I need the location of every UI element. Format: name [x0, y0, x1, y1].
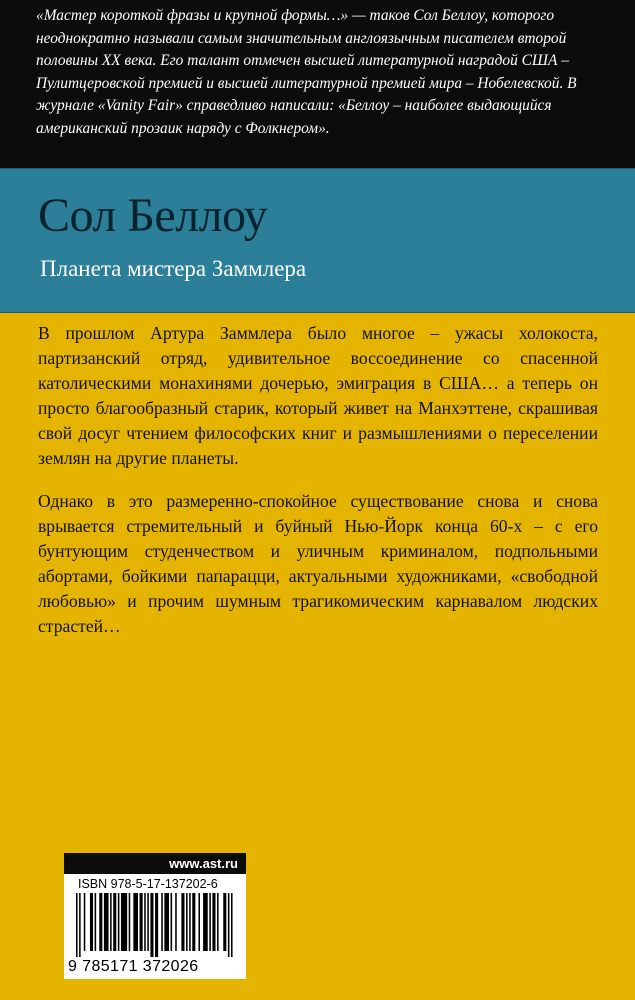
barcode-bar [150, 893, 153, 957]
barcode-bar [189, 893, 191, 951]
barcode-bar [133, 893, 138, 951]
barcode-bar [228, 893, 230, 957]
barcode-bar [104, 893, 109, 951]
barcode-block [64, 853, 246, 979]
barcode-bar [186, 893, 188, 951]
barcode-bar [217, 893, 219, 951]
barcode-bar [113, 893, 116, 951]
barcode-bar [129, 893, 131, 951]
barcode-bar [118, 893, 120, 951]
barcode-bar [203, 893, 208, 951]
barcode-bar [231, 893, 233, 957]
barcode-bar [121, 893, 127, 951]
barcode-bar [181, 893, 184, 951]
barcode-bar [110, 893, 112, 951]
barcode-bar [192, 893, 195, 951]
barcode-bar [161, 893, 163, 951]
description-paragraph-1: В прошлом Артура Заммлера было многое – ужасы холокоста, партизанский отряд, удивительное воссоединение со спасенной католическими монахинями дочерью, эмиграция в США… а теперь он просто благообразный старик, который живет на Манхэттене, скрашивая свой досуг чтением философских книг и размышлениями о переселении землян на другие планеты. [38, 323, 598, 468]
barcode-bar [144, 893, 146, 951]
barcode-bars [74, 893, 240, 957]
barcode-bar [209, 893, 211, 951]
barcode-bar [99, 893, 102, 951]
barcode-bar [155, 893, 158, 957]
barcode-bar [84, 893, 86, 951]
author-name: Сол Беллоу [38, 189, 268, 242]
barcode-bar [79, 893, 81, 957]
magazine-name: Vanity Fair [105, 97, 176, 115]
barcode-bar [147, 893, 149, 951]
barcode-bar [223, 893, 226, 951]
barcode-bar [198, 893, 200, 951]
barcode-digits: 9 785171 372026 [68, 958, 199, 975]
review-quote [36, 5, 598, 141]
barcode-bar [76, 893, 78, 957]
barcode-bar [175, 893, 177, 951]
barcode-bar [95, 893, 97, 951]
barcode-bar [164, 893, 169, 951]
barcode-bar [140, 893, 143, 951]
publisher-website: www.ast.ru [64, 853, 246, 874]
book-title: Планета мистера Заммлера [40, 256, 307, 281]
description-paragraph-2: Однако в это размеренно-спокойное существование снова и снова врывается стремительный и буйный Нью-Йорк конца 60-х – с его бунтующим студенчеством и уличным криминалом, подпольными абортами, бойкими папарацци, актуальными художниками, «свободной любовью» и прочим шумным трагикомическим карнавалом людских страстей… [38, 491, 598, 636]
quote-text-start: «Мастер короткой фразы и крупной формы…» — таков Сол Беллоу, которого неоднократно называли самым значительным англоязычным писателем второй половины XX века. Его талант отмечен высшей литературной наградой США – Пулитцеровской премией и высшей литературной премией мира – Нобелевской. В журнале « [36, 7, 577, 115]
isbn-label: ISBN 978-5-17-137202-6 [78, 877, 218, 891]
quote-text-end: » справедливо написали: «Беллоу – наиболее выдающийся американский прозаик наряду с Фолкнером». [36, 97, 552, 137]
barcode-bar [90, 893, 93, 951]
barcode-bar [171, 893, 173, 951]
barcode-bar [212, 893, 215, 951]
